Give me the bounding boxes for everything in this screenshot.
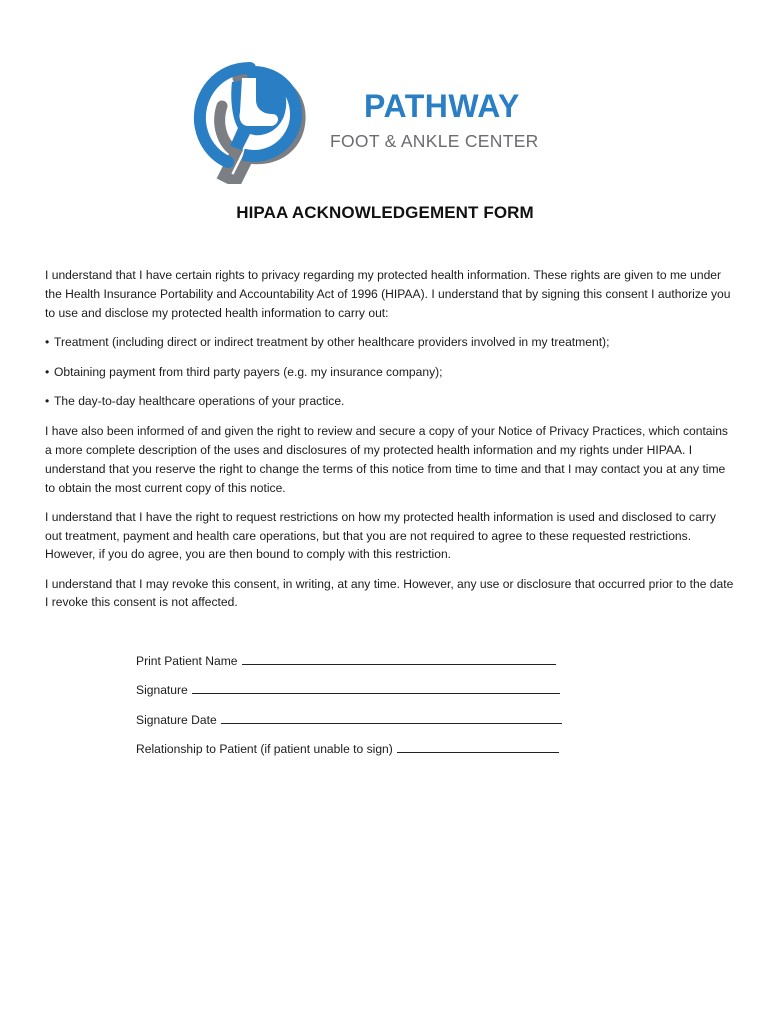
intro-paragraph: I understand that I have certain rights to privacy regarding my protected health information. These rights are given to me under the Health Insurance Portability and Accountability Act of 1996 (HIPAA). I understand that by signing this consent I authorize you to use and disclose my protected health information to carry out: <box>45 268 731 320</box>
patient-name-field[interactable] <box>242 652 556 665</box>
list-item <box>45 363 735 382</box>
restrictions-paragraph: I understand that I have the right to request restrictions on how my protected health information is used and disclosed to carry out treatment, payment and health care operations, but that you are not required to agree to these requested restrictions. However, if you do agree, you are then bound to comply with this restriction. <box>45 509 716 562</box>
form-title: HIPAA ACKNOWLEDGEMENT FORM <box>236 203 534 222</box>
signature-label: Signature <box>136 683 188 698</box>
bullet-icon: • <box>45 364 50 379</box>
brand-name: PATHWAY <box>364 88 520 124</box>
signature-date-field[interactable] <box>221 711 562 724</box>
notice-paragraph: I have also been informed of and given the right to review and secure a copy of your Notice of Privacy Practices, which contains a more complete description of the uses and disclosures of my protected health information and my rights under HIPAA. I understand that you reserve the right to change the terms of this notice from time to time and that I may contact you at any time to obtain the most current copy of this notice. <box>45 424 728 495</box>
list-item-text: Obtaining payment from third party payers (e.g. my insurance company); <box>54 364 443 379</box>
list-item <box>45 333 735 352</box>
list-item-text: The day-to-day healthcare operations of your practice. <box>54 394 345 409</box>
signature-row <box>136 681 562 710</box>
bullet-icon: • <box>45 394 50 409</box>
bullet-icon: • <box>45 334 50 349</box>
revoke-paragraph: I understand that I may revoke this consent, in writing, at any time. However, any use or disclosure that occurred prior to the date I revoke this consent is not affected. <box>45 576 734 610</box>
form-body <box>45 266 735 623</box>
pathway-foot-logo-icon <box>192 58 312 184</box>
relationship-label: Relationship to Patient (if patient unable to sign) <box>136 742 393 757</box>
signature-field[interactable] <box>192 681 560 694</box>
signature-date-label: Signature Date <box>136 712 217 727</box>
signature-date-row <box>136 711 562 740</box>
patient-name-row <box>136 652 562 681</box>
practice-logo <box>192 58 582 184</box>
patient-name-label: Print Patient Name <box>136 654 238 668</box>
list-item-text: Treatment (including direct or indirect treatment by other healthcare providers involved in my treatment); <box>54 334 610 349</box>
signature-section <box>136 652 562 770</box>
list-item <box>45 392 735 411</box>
relationship-row <box>136 740 562 769</box>
relationship-field[interactable] <box>397 740 559 753</box>
brand-subtitle: FOOT & ANKLE CENTER <box>330 131 539 151</box>
